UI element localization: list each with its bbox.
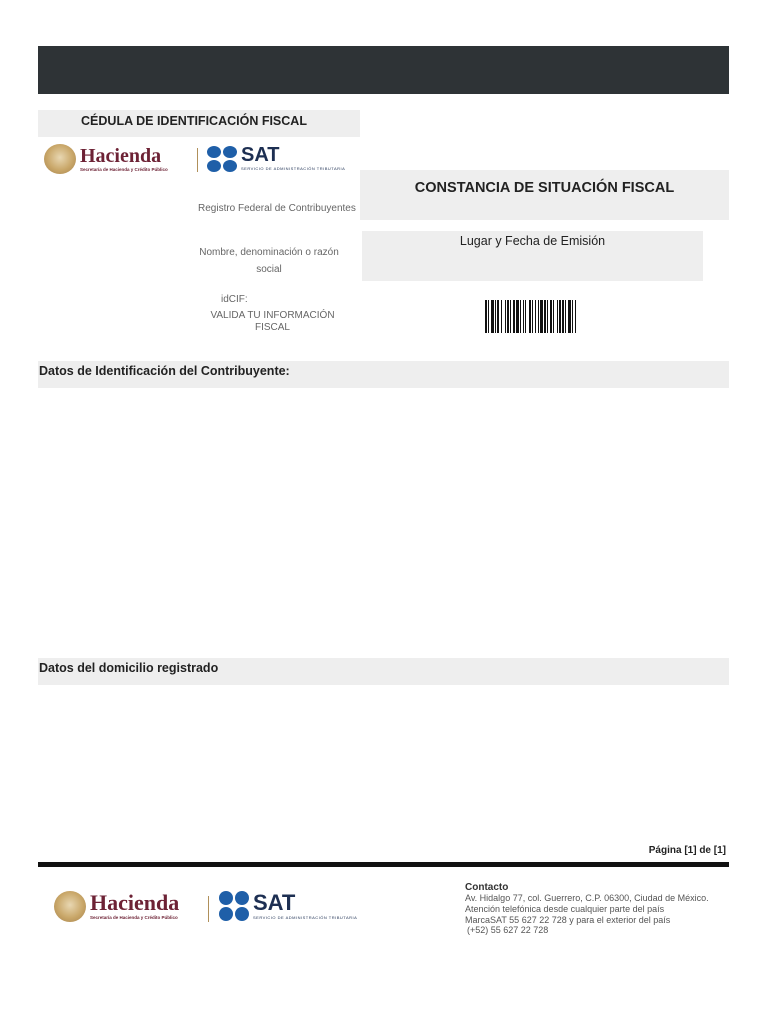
hacienda-logo <box>44 144 168 174</box>
contacto-line: Atención telefónica desde cualquier parte del país <box>465 904 665 914</box>
cedula-title-box <box>38 110 360 137</box>
valida-label: VALIDA TU INFORMACIÓN FISCAL <box>210 310 335 333</box>
footer-sat-word: SAT <box>253 889 296 915</box>
sat-dots-icon <box>207 146 237 172</box>
national-emblem-icon <box>44 144 76 174</box>
nombre-label: Nombre, denominación o razón social <box>199 247 339 275</box>
top-banner <box>38 46 729 94</box>
hacienda-subtitle: Secretaría de Hacienda y Crédito Público <box>80 166 168 172</box>
barcode <box>485 300 633 333</box>
footer-sat-logo <box>219 891 357 921</box>
rfc-label: Registro Federal de Contribuyentes <box>198 203 356 214</box>
sat-subtitle: SERVICIO DE ADMINISTRACIÓN TRIBUTARIA <box>241 166 346 171</box>
logo-separator <box>197 148 198 172</box>
lugar-fecha-label: Lugar y Fecha de Emisión <box>459 234 606 248</box>
domicilio-title: Datos del domicilio registrado <box>39 661 219 675</box>
footer-hacienda-subtitle: Secretaría de Hacienda y Crédito Público <box>90 915 178 920</box>
cedula-title: CÉDULA DE IDENTIFICACIÓN FISCAL <box>81 114 307 128</box>
contacto-line: Av. Hidalgo 77, col. Guerrero, C.P. 06300, Ciudad de México. <box>465 893 709 903</box>
identificacion-section-header <box>38 361 729 388</box>
page-number: Página [1] de [1] <box>648 845 726 856</box>
contacto-line: (+52) 55 627 22 728 <box>467 925 549 935</box>
hacienda-word: Hacienda <box>80 144 162 167</box>
contacto-line: MarcaSAT 55 627 22 728 y para el exterior del país <box>465 915 671 925</box>
footer-logo-separator <box>208 896 209 922</box>
identificacion-title: Datos de Identificación del Contribuyente: <box>39 364 290 378</box>
idcif-label: idCIF: <box>221 294 248 305</box>
constancia-title-box <box>360 170 729 220</box>
footer-divider <box>38 862 729 867</box>
sat-word: SAT <box>241 144 280 166</box>
lugar-fecha-box <box>362 231 703 281</box>
footer-sat-subtitle: SERVICIO DE ADMINISTRACIÓN TRIBUTARIA <box>253 914 358 920</box>
footer-hacienda-word: Hacienda <box>90 890 180 915</box>
footer-sat-dots-icon <box>219 891 249 921</box>
footer-national-emblem-icon <box>54 891 86 922</box>
contacto-title: Contacto <box>465 882 509 893</box>
constancia-title: CONSTANCIA DE SITUACIÓN FISCAL <box>414 180 675 196</box>
footer-hacienda-logo <box>54 891 179 922</box>
sat-logo <box>207 145 345 172</box>
domicilio-section-header <box>38 658 729 685</box>
